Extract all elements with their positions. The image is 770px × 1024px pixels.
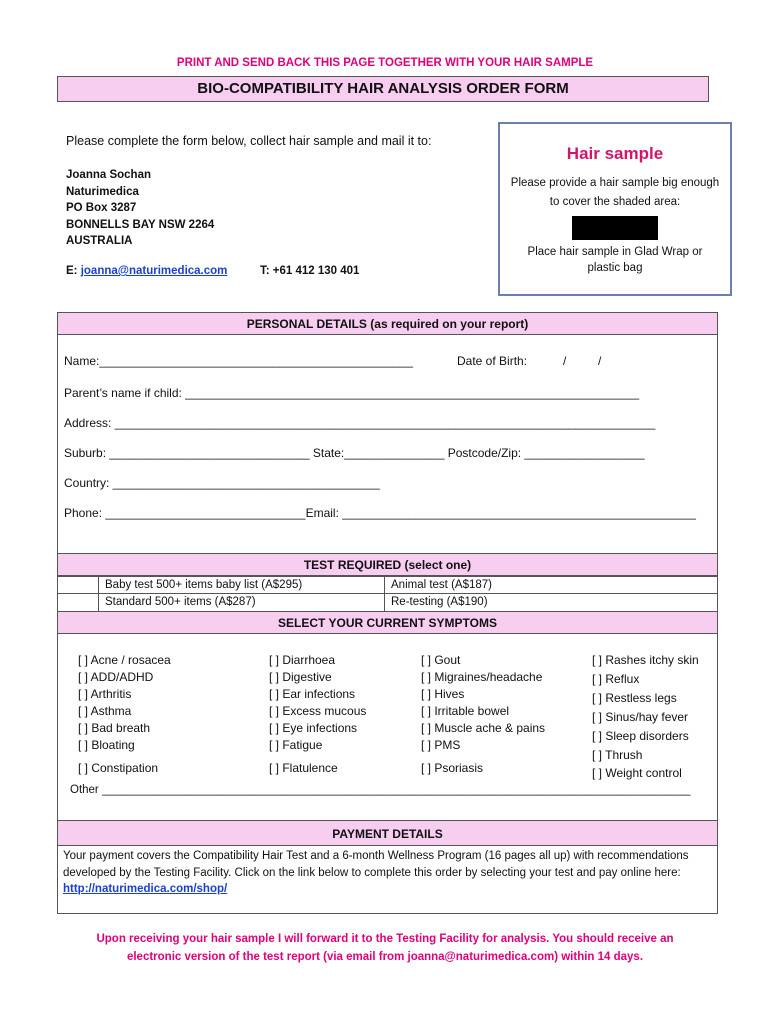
symptom-item[interactable]: [ ] Psoriasis bbox=[421, 761, 484, 775]
symptom-item[interactable]: [ ] Gout bbox=[421, 653, 461, 667]
dob-separator: / bbox=[598, 354, 602, 368]
test-option-standard[interactable]: Standard 500+ items (A$287) bbox=[98, 593, 384, 611]
shop-link[interactable]: http://naturimedica.com/shop/ bbox=[63, 883, 228, 895]
checkbox-cell[interactable] bbox=[57, 576, 98, 593]
symptom-item[interactable]: [ ] Acne / rosacea bbox=[78, 653, 171, 667]
phone-contact: T: +61 412 130 401 bbox=[260, 265, 360, 277]
payment-description: Your payment covers the Compatibility Hair Test and a 6-month Wellness Program (16 pages all up) with recommendations developed by the Testing Facility. Click on the link below to complete this order by selecting your test and pay online here: bbox=[63, 850, 689, 879]
sample-title: Hair sample bbox=[566, 144, 664, 163]
symptom-item[interactable]: [ ] Arthritis bbox=[78, 687, 132, 701]
intro-text: Please complete the form below, collect hair sample and mail it to: bbox=[66, 134, 432, 148]
test-option-animal[interactable]: Animal test (A$187) bbox=[384, 576, 718, 593]
symptom-item[interactable]: [ ] Restless legs bbox=[592, 691, 677, 705]
other-symptoms-field[interactable]: Other ____________________________________________________________________________________________ bbox=[70, 784, 691, 796]
symptom-item[interactable]: [ ] Diarrhoea bbox=[269, 653, 336, 667]
dob-separator: / bbox=[563, 354, 567, 368]
symptom-item[interactable]: [ ] Irritable bowel bbox=[421, 704, 510, 718]
symptom-item[interactable]: [ ] Fatigue bbox=[269, 738, 323, 752]
test-option-baby[interactable]: Baby test 500+ items baby list (A$295) bbox=[98, 576, 384, 593]
symptoms-heading: SELECT YOUR CURRENT SYMPTOMS bbox=[57, 611, 718, 634]
address-line: AUSTRALIA bbox=[66, 235, 133, 247]
symptom-item[interactable]: [ ] Bad breath bbox=[78, 721, 151, 735]
address-line: Joanna Sochan bbox=[66, 169, 151, 181]
print-notice: PRINT AND SEND BACK THIS PAGE TOGETHER WITH YOUR HAIR SAMPLE bbox=[176, 57, 594, 69]
payment-heading: PAYMENT DETAILS bbox=[57, 820, 718, 846]
symptom-item[interactable]: [ ] Muscle ache & pains bbox=[421, 721, 546, 735]
symptom-item[interactable]: [ ] Reflux bbox=[592, 672, 640, 686]
symptom-item[interactable]: [ ] Digestive bbox=[269, 670, 332, 684]
test-options-table bbox=[57, 576, 718, 611]
address-line: BONNELLS BAY NSW 2264 bbox=[66, 218, 215, 231]
checkbox-cell[interactable] bbox=[57, 593, 98, 611]
symptom-item[interactable]: [ ] Thrush bbox=[592, 748, 643, 762]
footer-note bbox=[0, 930, 770, 966]
symptom-item[interactable]: [ ] Weight control bbox=[592, 766, 682, 780]
address-line: Naturimedica bbox=[66, 185, 139, 198]
address-field[interactable]: Address: _________________________________________________________________________________ bbox=[64, 416, 656, 430]
name-field[interactable]: Name:_______________________________________________ bbox=[64, 354, 414, 368]
symptom-item[interactable]: [ ] Excess mucous bbox=[269, 704, 367, 718]
symptom-item[interactable]: [ ] Sleep disorders bbox=[592, 729, 689, 743]
test-option-retesting[interactable]: Re-testing (A$190) bbox=[384, 593, 718, 611]
symptom-item[interactable]: [ ] Eye infections bbox=[269, 721, 358, 735]
symptom-item[interactable]: [ ] ADD/ADHD bbox=[78, 670, 154, 684]
symptom-item[interactable]: [ ] Sinus/hay fever bbox=[592, 710, 689, 724]
symptom-item[interactable]: [ ] PMS bbox=[421, 738, 461, 752]
email-contact bbox=[66, 265, 227, 277]
symptom-item[interactable]: [ ] Migraines/headache bbox=[421, 670, 543, 684]
symptom-item[interactable]: [ ] Hives bbox=[421, 687, 465, 701]
suburb-state-postcode-field[interactable]: Suburb: ______________________________ State:_______________ Postcode/Zip: __________________ bbox=[64, 446, 645, 460]
symptom-item[interactable]: [ ] Flatulence bbox=[269, 761, 338, 775]
form-title: BIO-COMPATIBILITY HAIR ANALYSIS ORDER FORM bbox=[57, 76, 709, 102]
payment-text bbox=[63, 848, 713, 898]
email-link[interactable]: joanna@naturimedica.com bbox=[80, 265, 228, 277]
hair-sample-box bbox=[498, 122, 732, 296]
personal-details-heading: PERSONAL DETAILS (as required on your report) bbox=[57, 312, 718, 335]
symptom-item[interactable]: [ ] Rashes itchy skin bbox=[592, 653, 699, 667]
footer-line: Upon receiving your hair sample I will forward it to the Testing Facility for analysis. You should receive an bbox=[96, 933, 674, 945]
parent-name-field[interactable]: Parent’s name if child: ____________________________________________________________________ bbox=[64, 386, 639, 400]
symptom-item[interactable]: [ ] Constipation bbox=[78, 761, 159, 775]
shaded-area bbox=[572, 216, 658, 240]
dob-label: Date of Birth: bbox=[457, 354, 528, 368]
sample-instructions: Please provide a hair sample big enough to cover the shaded area: bbox=[510, 177, 720, 208]
phone-email-field[interactable]: Phone: ______________________________Email: _____________________________________________________ bbox=[64, 506, 696, 520]
mailing-address bbox=[66, 167, 214, 250]
country-field[interactable]: Country: ________________________________________ bbox=[64, 476, 380, 490]
test-required-heading: TEST REQUIRED (select one) bbox=[57, 553, 718, 576]
symptom-item[interactable]: [ ] Ear infections bbox=[269, 687, 356, 701]
address-line: PO Box 3287 bbox=[66, 202, 137, 214]
email-label: E: bbox=[66, 265, 78, 277]
footer-line: electronic version of the test report (via email from joanna@naturimedica.com) within 14 days. bbox=[126, 951, 644, 963]
sample-wrap-note: Place hair sample in Glad Wrap or plastic bag bbox=[527, 246, 703, 274]
symptom-item[interactable]: [ ] Asthma bbox=[78, 704, 132, 718]
symptom-item[interactable]: [ ] Bloating bbox=[78, 738, 135, 752]
